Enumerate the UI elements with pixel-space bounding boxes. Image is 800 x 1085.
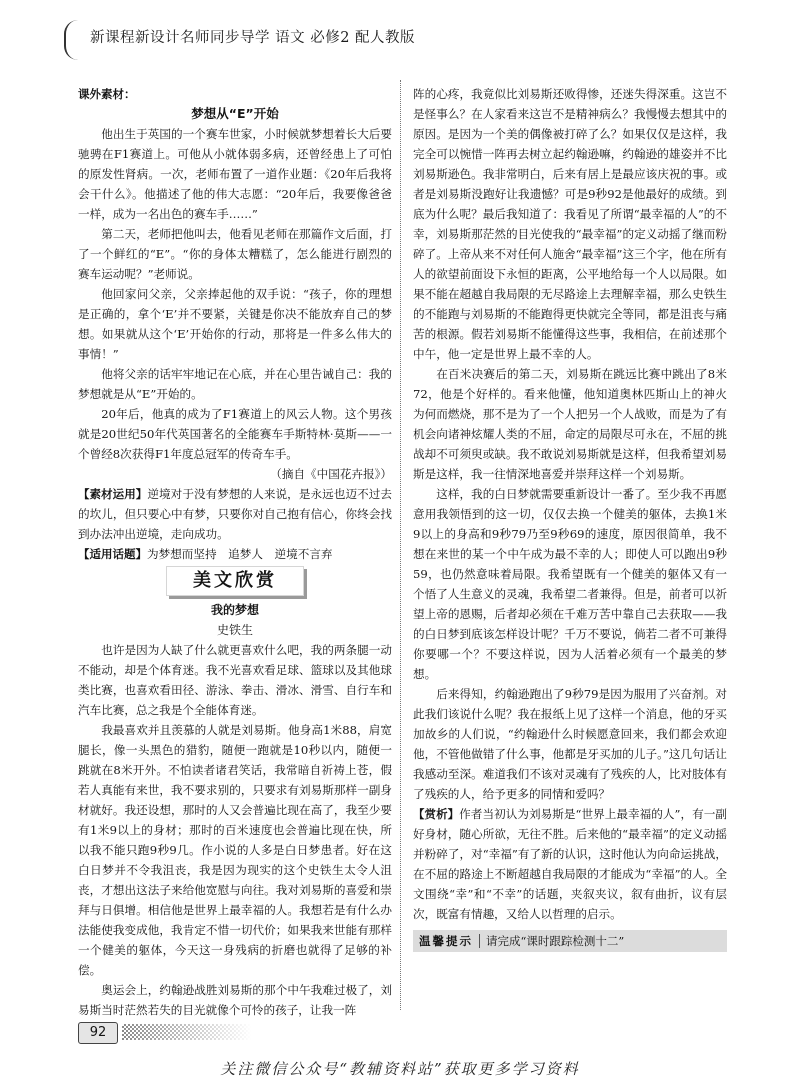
essay-title: 我的梦想 — [210, 603, 259, 617]
essay-paragraph: 我最喜欢并且羡慕的人就是刘易斯。他身高1米88，肩宽腿长，像一头黑色的猎豹，随便一跑就是10秒以内，随便一跳就在8米开外。不怕读者诸君笑话，我常暗自祈祷上苍，假若人真能有来世，我不要求别的，只要求有刘易斯那样一副身材就好。我还设想，那时的人又会普遍比现在高了，我至少要有1米9以上的身材；那时的百米速度也会普遍比现在快，所以我不能只跑9秒9几。作小说的人多是白日梦患者。好在这白日梦并不令我沮丧，我是因为现实的这个史铁生太令人沮丧，才想出这法子来给他宽慰与向往。我对刘易斯的喜爱和崇拜与日俱增。相信他是世界上最幸福的人。我想若是有什么办法能使我变成他，我肯定不惜一切代价；如果我来世能有那样一个健美的躯体，今天这一身残病的折磨也就得了足够的补偿。 — [78, 723, 392, 977]
usage-text: 逆境对于没有梦想的人来说，是永远也迈不过去的坎儿，但只要心中有梦，只要你对自己抱有信心，你终会找到办法冲出逆境，走向成功。 — [78, 487, 392, 541]
column-divider — [400, 80, 401, 1010]
warm-tip — [413, 930, 727, 952]
essay-paragraph: 这样，我的白日梦就需要重新设计一番了。至少我不再愿意用我领悟到的这一切，仅仅去换一个健美的躯体，去换1米9以上的身高和9秒79乃至9秒69的速度，原因很简单，我不想在来世的某一个中午成为最不幸的人；即使人可以跑出9秒59，也仍然意味着局限。我希望既有一个健美的躯体又有一个悟了人生意义的灵魂，我希望二者兼得。但是，前者可以祈望上帝的恩赐，后者却必须在千难万苦中靠自己去获取——我的白日梦到底该怎样设计呢？千万不要说，倘若二者不可兼得你要哪一个？不要这样说，因为人活着必须有一个最美的梦想。 — [413, 487, 727, 681]
topic-text: 为梦想而坚持 追梦人 逆境不言弃 — [147, 547, 333, 561]
tip-text: 请完成“课时跟踪检测十二” — [486, 934, 625, 948]
analysis — [413, 804, 727, 924]
story-paragraph: 他出生于英国的一个赛车世家，小时候就梦想着长大后要驰骋在F1赛道上。可他从小就体弱多病，还曾经患上了可怕的原发性肾病。一次，老师布置了一道作业题：《20年后我将会干什么》。他描述了他的伟大志愿：“20年后，我要像爸爸一样，成为一名出色的赛车手……” — [78, 127, 392, 221]
story-source: （摘自《中国花卉报》） — [270, 467, 392, 481]
story-paragraph: 第二天，老师把他叫去，他看见老师在那篇作文后面，打了一个鲜红的“E”。“你的身体太糟糕了，怎么能进行剧烈的赛车运动呢？”老师说。 — [78, 227, 392, 281]
page-number-area — [78, 1022, 258, 1044]
topic-label: 【适用话题】 — [78, 547, 147, 561]
left-column — [78, 84, 392, 1020]
essay-paragraph: 也许是因为人缺了什么就更喜欢什么吧，我的两条腿一动不能动，却是个体育迷。我不光喜欢看足球、篮球以及其他球类比赛，也喜欢看田径、游泳、拳击、滑冰、滑雪、自行车和汽车比赛，总之我是个全能体育迷。 — [78, 643, 392, 717]
analysis-text: 作者当初认为刘易斯是“世界上最幸福的人”，有一副好身材，随心所欲，无往不胜。后来他的“最幸福”的定义动摇并粉碎了，对“幸福”有了新的认识，这时他认为向命运挑战，在不屈的路途上不断超越自我局限的才能成为“幸福”的人。全文围绕“幸”和“不幸”的话题，夹叙夹议，叙有曲折，议有层次，既富有情趣，又给人以哲理的启示。 — [413, 807, 728, 921]
essay-paragraph: 后来得知，约翰逊跑出了9秒79是因为服用了兴奋剂。对此我们该说什么呢？我在报纸上见了这样一个消息，他的牙买加故乡的人们说，“约翰逊什么时候愿意回来，我们都会欢迎他，不管他做错了什么事，他都是牙买加的儿子。”这几句话让我感动至深。难道我们不该对灵魂有了残疾的人，比对肢体有了残疾的人，给予更多的同情和爱吗？ — [413, 687, 727, 801]
usage-label: 【素材运用】 — [78, 487, 148, 501]
material-label: 课外素材： — [78, 87, 136, 101]
footer-note: 关注微信公众号“教辅资料站”获取更多学习资料 — [220, 1060, 580, 1078]
essay-author: 史铁生 — [216, 623, 253, 637]
section-title-box — [78, 566, 392, 596]
analysis-label: 【赏析】 — [413, 807, 460, 821]
tip-label: 温馨提示 — [419, 934, 480, 948]
material-usage — [78, 484, 392, 544]
header-bracket-ornament — [64, 20, 78, 60]
essay-paragraph: 奥运会上，约翰逊战胜刘易斯的那个中午我难过极了，刘易斯当时茫然若失的目光就像个可怜的孩子，让我一阵 — [78, 983, 392, 1017]
story-title: 梦想从“E”开始 — [191, 106, 279, 121]
essay-paragraph: 在百米决赛后的第二天，刘易斯在跳远比赛中跳出了8米72，他是个好样的。看来他懂，他知道奥林匹斯山上的神火为何而燃烧，那不是为了一个人把另一个人战败，而是为了有机会向诸神炫耀人类的不屈，命定的局限尽可永在，不屈的挑战却不可须臾或缺。我不敢说刘易斯就是这样，但我希望刘易斯是这样，我一往情深地喜爱并崇拜这样一个刘易斯。 — [413, 367, 727, 481]
applicable-topics — [78, 544, 392, 564]
story-paragraph: 20年后，他真的成为了F1赛道上的风云人物。这个男孩就是20世纪50年代英国著名的全能赛车手斯特林·莫斯——一个曾经8次获得F1年度总冠军的传奇车手。 — [78, 407, 392, 461]
story-paragraph: 他将父亲的话牢牢地记在心底，并在心里告诫自己：我的梦想就是从“E”开始的。 — [78, 367, 392, 401]
right-column — [413, 84, 727, 952]
section-title: 美文欣赏 — [166, 566, 304, 596]
page-number: 92 — [78, 1022, 118, 1044]
page-header: 新课程新设计名师同步导学 语文 必修2 配人教版 — [90, 30, 416, 46]
story-paragraph: 他回家问父亲，父亲捧起他的双手说：“孩子，你的理想是正确的，拿个‘E’并不要紧，关键是你决不能放弃自己的梦想。如果就从这个‘E’开始你的行动，那将是一件多么伟大的事情！” — [78, 287, 392, 361]
checker-pattern-decoration — [122, 1024, 252, 1040]
essay-paragraph-continued: 阵的心疼，我竟似比刘易斯还败得惨，还迷失得深重。这岂不是怪事么？在人家看来这岂不是精神病么？我慢慢去想其中的原因。是因为一个美的偶像被打碎了么？如果仅仅是这样，我完全可以惋惜一阵再去树立起约翰逊嘛，约翰逊的雄姿并不比刘易斯逊色。我非常明白，后来有居上是最应该庆祝的事。或者是刘易斯没跑好让我遗憾？可是9秒92是他最好的成绩。到底为什么呢？最后我知道了：我看见了所谓“最幸福的人”的不幸，刘易斯那茫然的目光使我的“最幸福”的定义动摇了继而粉碎了。上帝从来不对任何人施舍“最幸福”这三个字，他在所有人的欲望前面设下永恒的距离，公平地给每一个人以局限。如果不能在超越自我局限的无尽路途上去理解幸福，那么史铁生的不能跑与刘易斯的不能跑得更快就完全等同，都是沮丧与痛苦的根源。假若刘易斯不能懂得这些事，我相信，在前述那个中午，他一定是世界上最不幸的人。 — [413, 87, 727, 361]
